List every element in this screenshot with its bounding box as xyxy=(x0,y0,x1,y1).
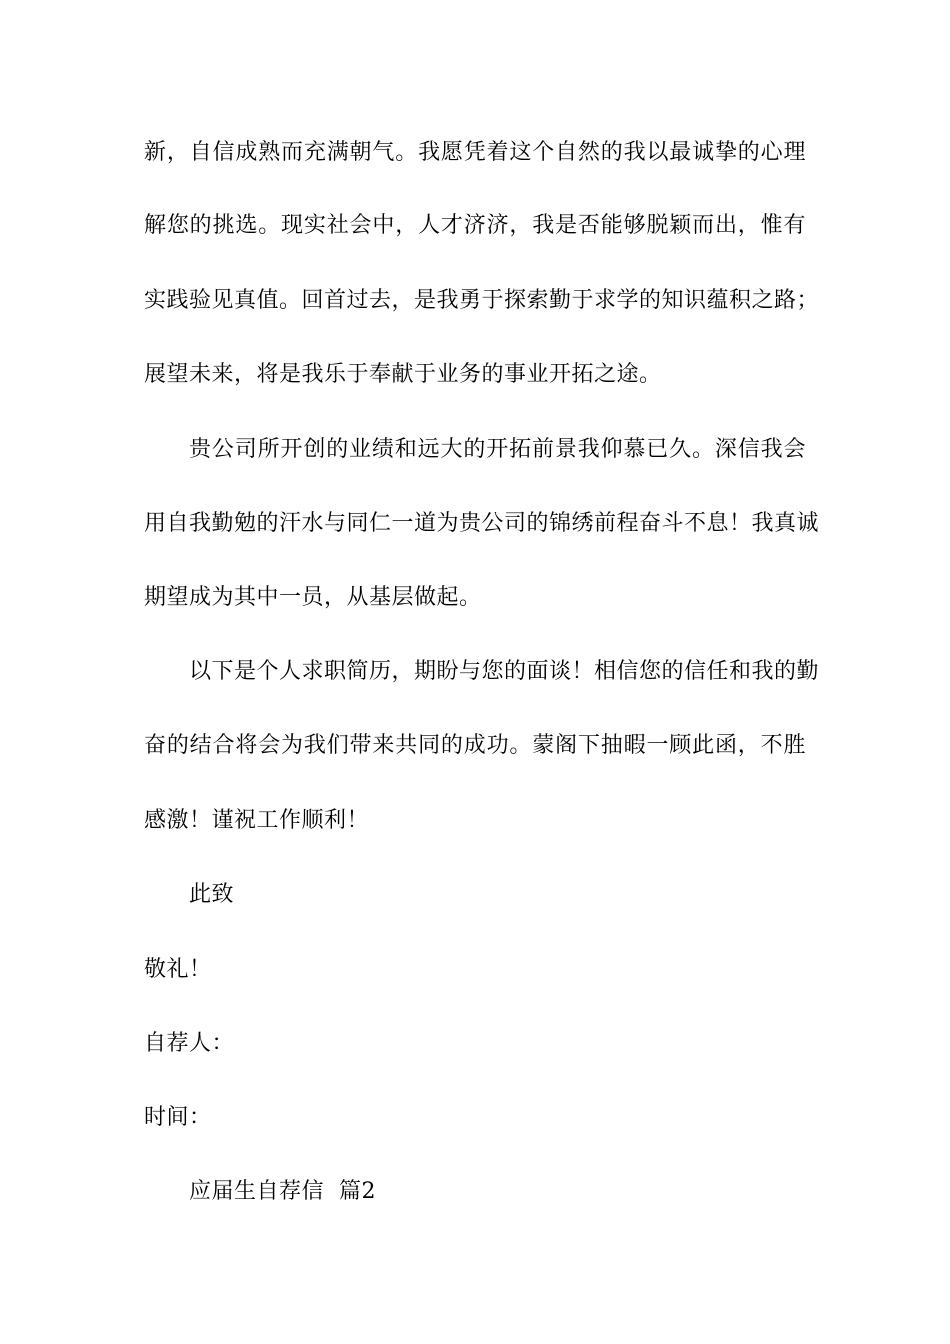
paragraph-1-line-4: 展望未来，将是我乐于奉献于业务的事业开拓之途。 xyxy=(144,362,662,387)
paragraph-2-line-1: 贵公司所开创的业绩和远大的开拓前景我仰慕已久。深信我会 xyxy=(189,437,806,462)
paragraph-3-line-1: 以下是个人求职简历，期盼与您的面谈！相信您的信任和我的勤 xyxy=(189,659,820,684)
next-section-title: 应届生自荐信 篇2 xyxy=(189,1179,376,1204)
closing-text: 此致 xyxy=(189,882,235,907)
salutation-text: 敬礼！ xyxy=(144,957,212,982)
paragraph-2-line-3: 期望成为其中一员，从基层做起。 xyxy=(144,585,482,610)
paragraph-3-line-3: 感激！谨祝工作顺利！ xyxy=(144,808,370,833)
paragraph-1-line-3: 实践验见真值。回首过去，是我勇于探索勤于求学的知识蕴积之路； xyxy=(144,288,820,313)
paragraph-1-line-2: 解您的挑选。现实社会中，人才济济，我是否能够脱颖而出，惟有 xyxy=(144,213,806,238)
date-label: 时间： xyxy=(144,1105,212,1130)
paragraph-2-line-2: 用自我勤勉的汗水与同仁一道为贵公司的锦绣前程奋斗不息！我真诚 xyxy=(144,511,820,536)
paragraph-1-line-1: 新，自信成熟而充满朝气。我愿凭着这个自然的我以最诚挚的心理 xyxy=(144,140,806,165)
paragraph-3-line-2: 奋的结合将会为我们带来共同的成功。蒙阁下抽暇一顾此函，不胜 xyxy=(144,733,806,758)
signature-label: 自荐人： xyxy=(144,1031,235,1056)
